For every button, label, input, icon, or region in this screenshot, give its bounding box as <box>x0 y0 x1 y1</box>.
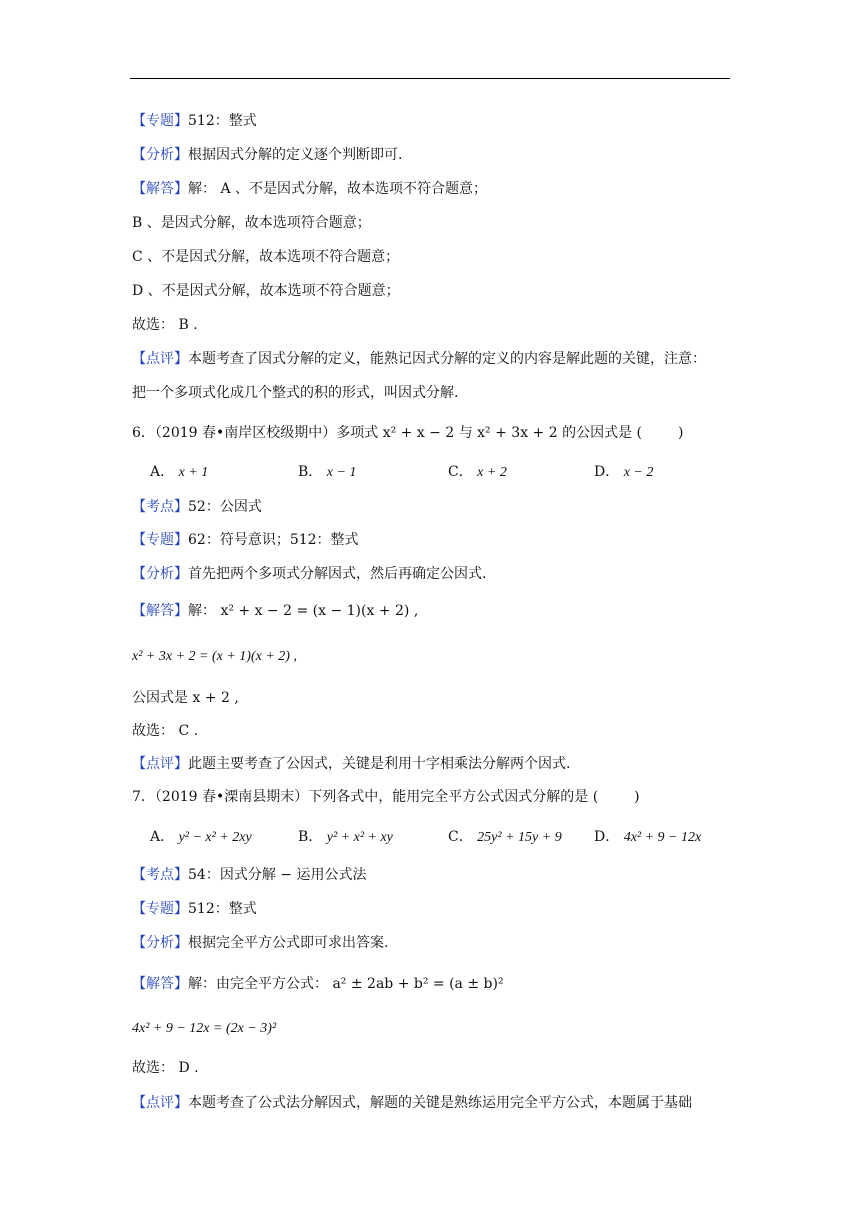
q6-option-d: D． x − 2 <box>594 464 654 480</box>
q6-dianping: 【点评】此题主要考查了公因式，关键是利用十字相乘法分解两个因式. <box>132 756 571 772</box>
q7-option-d: D． 4x² + 9 − 12x <box>594 829 702 845</box>
q7-step2: 4x² + 9 − 12x = (2x − 3)² <box>132 1021 277 1036</box>
q7-answer: 故选： D . <box>132 1060 199 1076</box>
q7-stem: 7．（2019 春•溧南县期末）下列各式中，能用完全平方公式因式分解的是 ( ) <box>132 789 640 805</box>
header-rule <box>130 78 730 79</box>
q7-zhuanti: 【专题】512：整式 <box>132 901 257 917</box>
q7-kaodian: 【考点】54：因式分解 − 运用公式法 <box>132 867 367 883</box>
q7-option-c: C． 25y² + 15y + 9 <box>448 829 562 845</box>
q7-jieda: 【解答】解：由完全平方公式： a² ± 2ab + b² = (a ± b)² <box>132 976 504 992</box>
q6-kaodian: 【考点】52：公因式 <box>132 499 262 515</box>
q7-fenxi: 【分析】根据完全平方公式即可求出答案. <box>132 935 389 951</box>
q5-fenxi: 【分析】根据因式分解的定义逐个判断即可. <box>132 147 403 163</box>
q6-fenxi: 【分析】首先把两个多项式分解因式，然后再确定公因式. <box>132 566 487 582</box>
q7-option-b: B． y² + x² + xy <box>298 829 393 845</box>
q5-answer: 故选： B . <box>132 317 198 333</box>
q5-option-b: B 、是因式分解，故本选项符合题意； <box>132 215 371 231</box>
q6-stem: 6．（2019 春•南岸区校级期中）多项式 x² + x − 2 与 x² + 3x + 2 的公因式是 ( ) <box>132 425 684 441</box>
q5-option-c: C 、不是因式分解，故本选项不符合题意； <box>132 249 400 265</box>
q6-step2: x² + 3x + 2 = (x + 1)(x + 2) , <box>132 649 297 664</box>
q6-option-c: C． x + 2 <box>448 464 507 480</box>
q6-jieda: 【解答】解： x² + x − 2 = (x − 1)(x + 2) , <box>132 603 419 619</box>
q6-option-a: A． x + 1 <box>150 464 209 480</box>
q7-option-a: A． y² − x² + 2xy <box>150 829 252 845</box>
q5-jieda: 【解答】解： A 、不是因式分解，故本选项不符合题意； <box>132 181 488 197</box>
q6-zhuanti: 【专题】62：符号意识；512：整式 <box>132 532 359 548</box>
q5-dianping-cont: 把一个多项式化成几个整式的积的形式，叫因式分解. <box>132 385 459 401</box>
q5-dianping: 【点评】本题考查了因式分解的定义，能熟记因式分解的定义的内容是解此题的关键，注意： <box>132 351 706 367</box>
q6-option-b: B． x − 1 <box>298 464 357 480</box>
q5-zhuanti: 【专题】512：整式 <box>132 113 257 129</box>
q6-step3: 公因式是 x + 2 , <box>132 690 239 706</box>
q5-option-d: D 、不是因式分解，故本选项不符合题意； <box>132 283 400 299</box>
q6-answer: 故选： C . <box>132 723 199 739</box>
q7-dianping: 【点评】本题考查了公式法分解因式，解题的关键是熟练运用完全平方公式，本题属于基础 <box>132 1095 692 1111</box>
